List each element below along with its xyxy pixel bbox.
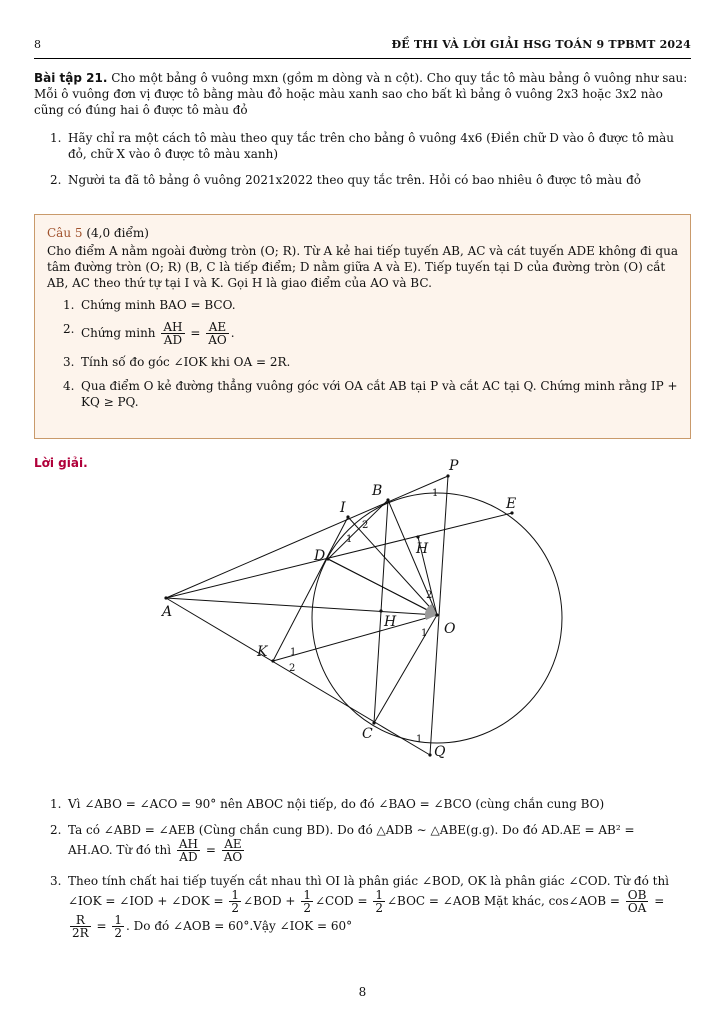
exercise-items xyxy=(34,130,691,188)
item-number: 1. xyxy=(63,298,75,312)
fraction-numerator: OB xyxy=(627,888,647,902)
label-e: E xyxy=(506,496,517,512)
label-q: Q xyxy=(434,744,446,760)
secant-ade xyxy=(166,513,512,598)
step-text: Vì ∠ABO = ∠ACO = 90° nên ABOC nội tiếp, do đó ∠BAO = ∠BCO (cùng chắn cung BO) xyxy=(68,797,605,811)
fraction-denominator: AO xyxy=(223,850,243,864)
label-h-top: H xyxy=(416,541,429,557)
item-text: Chứng minh BAO = BCO. xyxy=(81,298,236,312)
exercise-label: Bài tập 21. xyxy=(34,71,108,85)
fraction xyxy=(301,889,313,914)
label-d: D xyxy=(314,548,326,564)
angle-label: 1 xyxy=(432,488,439,499)
solution-steps xyxy=(34,796,691,939)
item-number: 2. xyxy=(63,322,75,336)
solution-label: Lời giải. xyxy=(34,456,88,470)
angle-label: 2 xyxy=(362,520,369,531)
tangent-ik xyxy=(273,517,348,661)
angle-label: 1 xyxy=(416,734,423,745)
item-text: Hãy chỉ ra một cách tô màu theo quy tắc trên cho bảng ô vuông 4x6 (Điền chữ D vào ô được tô màu đỏ, chữ X vào ô được tô màu xanh) xyxy=(68,131,675,161)
segment-co xyxy=(374,615,437,723)
equals-sign: = xyxy=(654,894,665,908)
exercise-intro xyxy=(34,70,691,118)
problem-box xyxy=(34,214,691,439)
fraction xyxy=(161,321,184,346)
fraction-denominator: AD xyxy=(179,850,198,864)
fraction xyxy=(229,889,241,914)
fraction-numerator: AH xyxy=(163,320,183,334)
solution-step xyxy=(34,796,691,812)
step-text: . Do đó ∠AOB = 60°.Vậy ∠IOK = 60° xyxy=(126,919,353,933)
label-o: O xyxy=(444,621,456,637)
segment-dh xyxy=(328,559,437,615)
label-a: A xyxy=(162,604,173,620)
exercise-item xyxy=(34,172,691,188)
fraction-denominator: 2 xyxy=(375,901,383,915)
fraction-denominator: AO xyxy=(208,333,227,347)
step-text: AH.AO. Từ đó thì xyxy=(68,843,172,857)
item-number: 1. xyxy=(50,797,62,811)
angle-label: 1 xyxy=(346,534,353,545)
label-b: B xyxy=(372,483,383,499)
angle-label: 2 xyxy=(426,590,433,601)
equals-sign: = xyxy=(205,843,216,857)
equals-sign: = xyxy=(190,326,201,340)
item-text-end: . xyxy=(230,326,235,340)
fraction-denominator: 2 xyxy=(114,926,123,940)
item-number: 1. xyxy=(50,131,62,145)
fraction-numerator: 1 xyxy=(303,888,311,902)
exercise-text: Cho một bảng ô vuông mxn (gồm m dòng và n cột). Cho quy tắc tô màu bảng ô vuông như sau: Mỗi ô vuông đơn vị được tô bằng màu đỏ hoặc màu xanh sao cho bất kì bảng ô vuông 2x3 hoặc 3x2 nào cũng có đúng hai ô được tô màu đỏ xyxy=(34,71,688,117)
step-text: ∠BOD + xyxy=(243,894,296,908)
solution-step xyxy=(34,873,691,939)
fraction-denominator: 2 xyxy=(231,901,240,915)
step-text: ∠COD = xyxy=(314,894,368,908)
item-number: 3. xyxy=(50,874,62,888)
item-number: 2. xyxy=(50,823,62,837)
solution-step xyxy=(34,822,691,863)
fraction xyxy=(177,838,200,863)
fraction-denominator: 2R xyxy=(72,926,89,940)
angle-label: 2 xyxy=(289,663,296,674)
circle-o xyxy=(312,493,562,743)
fraction-denominator: OA xyxy=(627,901,647,915)
fraction-numerator: AE xyxy=(222,838,245,851)
problem-item xyxy=(47,354,678,370)
label-p: P xyxy=(449,458,459,474)
fraction-numerator: 1 xyxy=(231,888,240,902)
exercise-item xyxy=(34,130,691,162)
step-text: Theo tính chất hai tiếp tuyến cắt nhau thì OI là phân giác ∠BOD, OK là phân giác ∠COD. Từ đó thì xyxy=(68,874,670,888)
fraction xyxy=(70,914,91,939)
label-k: K xyxy=(257,644,268,660)
label-h: H xyxy=(384,614,397,630)
angle-label: 1 xyxy=(290,647,297,658)
step-text: Ta có ∠ABD = ∠AEB (Cùng chắn cung BD). Do đó △ADB ∼ △ABE(g.g). Do đó AD.AE = AB² = xyxy=(68,823,635,837)
fraction-numerator: AH xyxy=(178,837,198,851)
item-text: Qua điểm O kẻ đường thẳng vuông góc với OA cắt AB tại P và cắt AC tại Q. Chứng minh rằng IP + KQ ≥ PQ. xyxy=(81,379,678,409)
fraction-denominator: AD xyxy=(163,333,183,347)
header-title: ĐỀ THI VÀ LỜI GIẢI HSG TOÁN 9 TPBMT 2024 xyxy=(391,38,691,51)
page-header xyxy=(34,38,691,59)
fraction-numerator: 1 xyxy=(114,913,123,927)
problem-item xyxy=(47,297,678,313)
problem-item xyxy=(47,321,678,346)
problem-title: Câu 5 xyxy=(47,226,83,240)
segment-ko xyxy=(273,615,437,661)
fraction-numerator: R xyxy=(70,914,91,927)
label-i: I xyxy=(340,500,346,516)
fraction-denominator: 2 xyxy=(303,901,311,915)
fraction-numerator: AE xyxy=(206,321,229,334)
page-footer: 8 xyxy=(358,985,367,999)
problem-points: (4,0 điểm) xyxy=(86,226,149,240)
equals-sign: = xyxy=(96,919,107,933)
item-number: 4. xyxy=(63,379,75,393)
item-text: Chứng minh xyxy=(81,326,156,340)
item-number: 2. xyxy=(50,173,62,187)
header-page-number: 8 xyxy=(34,38,41,51)
segment-io xyxy=(348,517,437,615)
label-c: C xyxy=(362,726,373,742)
tangent-ab xyxy=(166,476,448,598)
item-text: Tính số đo góc ∠IOK khi OA = 2R. xyxy=(81,355,291,369)
problem-item xyxy=(47,378,678,410)
fraction xyxy=(373,889,385,914)
fraction-numerator: 1 xyxy=(375,888,383,902)
geometry-figure xyxy=(150,450,580,760)
fraction xyxy=(222,838,245,863)
item-number: 3. xyxy=(63,355,75,369)
fraction xyxy=(206,321,229,346)
fraction xyxy=(112,914,124,939)
fraction xyxy=(626,889,649,914)
angle-label: 1 xyxy=(421,628,428,639)
step-text: ∠IOK = ∠IOD + ∠DOK = xyxy=(68,894,224,908)
item-text: Người ta đã tô bảng ô vuông 2021x2022 theo quy tắc trên. Hỏi có bao nhiêu ô được tô màu đỏ xyxy=(68,173,641,187)
problem-statement: Cho điểm A nằm ngoài đường tròn (O; R). Từ A kẻ hai tiếp tuyến AB, AC và cát tuyến ADE không đi qua tâm đường tròn (O; R) (B, C là tiếp điểm; D nằm giữa A và E). Tiếp tuyến tại D của đường tròn (O) cắt AB, AC theo thứ tự tại I và K. Gọi H là giao điểm của AO và BC. xyxy=(47,244,678,290)
segment-bd xyxy=(328,500,388,559)
step-text: ∠BOC = ∠AOB Mặt khác, cos∠AOB = xyxy=(387,894,620,908)
